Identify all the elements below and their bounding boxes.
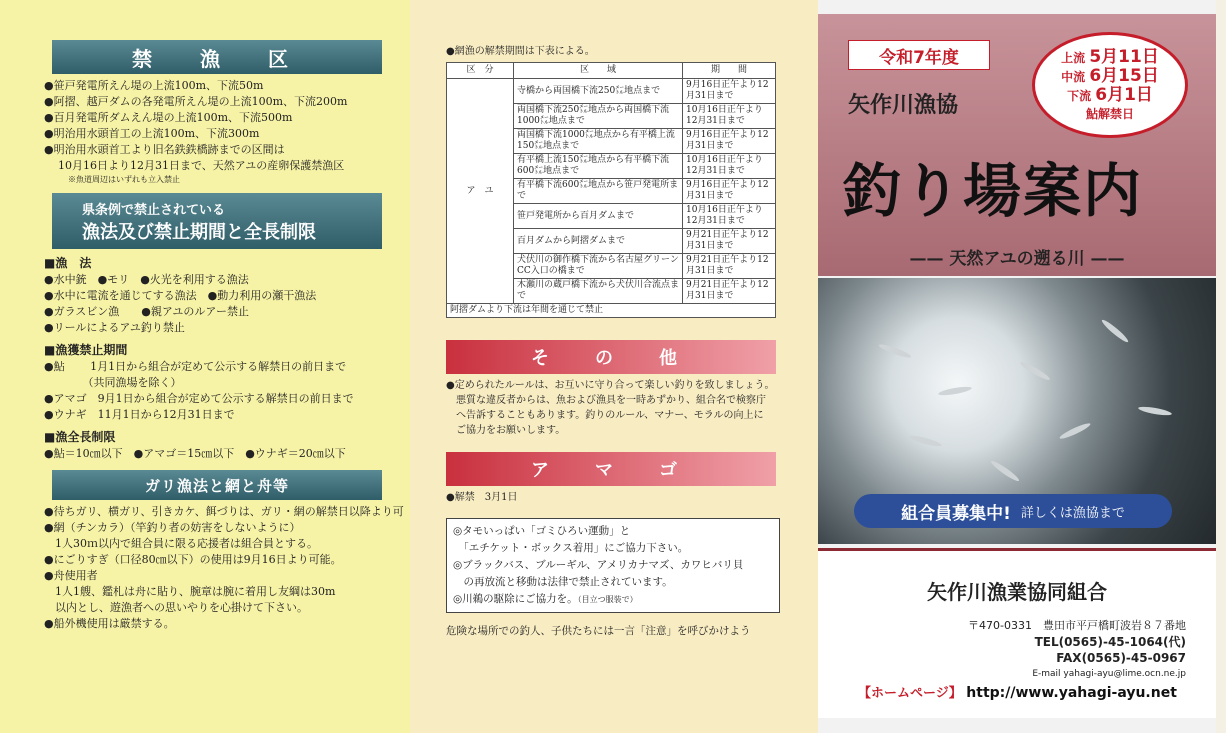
notice-line: ◎ブラックバス、ブルーギル、アメリカナマズ、カワヒバリ貝 xyxy=(453,559,744,571)
table-cell: 犬伏川の御作橋下流から名古屋グリーンCC入口の橋まで xyxy=(514,254,683,279)
sonota-header: そ の 他 xyxy=(446,340,776,374)
recruit-main: 組合員募集中! xyxy=(901,503,1011,524)
net-intro: ●網漁の解禁期間は下表による。 xyxy=(446,46,595,57)
kyokai-name: 矢作川漁協 xyxy=(848,93,959,118)
list-item: ●水中銃 ●モリ ●火光を利用する漁法 xyxy=(44,273,249,286)
list-item: ●アマゴ 9月1日から組合が定めて公示する解禁日の前日まで xyxy=(44,392,354,405)
release-line xyxy=(1061,67,1159,86)
fish-shape xyxy=(989,459,1020,483)
subtitle: —— 天然アユの遡る川 —— xyxy=(909,249,1125,269)
table-cell: 有平橋上流150㍍地点から有平橋下流600㍍地点まで xyxy=(514,154,683,179)
list-item: へ告訴することもあります。釣りのルール、マナー、モラルの向上に xyxy=(446,410,764,421)
table-cell: 百月ダムから阿摺ダムまで xyxy=(514,229,683,254)
fax: FAX(0565)-45-0967 xyxy=(1056,651,1186,665)
recruit-banner xyxy=(854,494,1172,528)
fish-shape xyxy=(1138,405,1173,417)
table-cell: 9月16日正午より12月31日まで xyxy=(683,179,776,204)
year-badge: 令和7年度 xyxy=(848,40,990,70)
table-cell: 10月16日正午より12月31日まで xyxy=(683,104,776,129)
release-date: 5月11日 xyxy=(1089,46,1159,67)
table-cell: 9月21日正午より12月31日まで xyxy=(683,254,776,279)
list-item: 以内とし、遊漁者への思いやりを心掛けて下さい。 xyxy=(44,601,308,614)
table-cell: 有平橋下流600㍍地点から笹戸発電所まで xyxy=(514,179,683,204)
list-item: ●定められたルールは、お互いに守り合って楽しい釣りを致しましょう。 xyxy=(446,380,775,391)
release-tail: 鮎解禁日 xyxy=(1085,106,1134,121)
list-item: ●待ちガリ、横ガリ、引きカケ、餌づりは、ガリ・網の解禁日以降より可 xyxy=(44,505,404,518)
table-cell: 両国橋下流250㍍地点から両国橋下流1000㍍地点まで xyxy=(514,104,683,129)
notice-box xyxy=(446,518,780,613)
table-cell: 両国橋下流1000㍍地点から有平橋上流150㍍地点まで xyxy=(514,129,683,154)
table-header-row xyxy=(447,63,776,79)
list-item: ●百月発電所ダムえん堤の上流100m、下流500m xyxy=(44,111,293,124)
list-item: ご協力をお願いします。 xyxy=(446,425,566,436)
address-block xyxy=(968,618,1186,682)
notice-line: の再放流と移動は法律で禁止されています。 xyxy=(453,576,673,588)
release-date: 6月15日 xyxy=(1089,65,1159,86)
list-item: ●ガラスビン漁 ●親アユのルアー禁止 xyxy=(44,305,249,318)
zencho-heading: ■漁全長制限 xyxy=(44,430,116,444)
table-header: 区 域 xyxy=(514,63,683,79)
cover-panel xyxy=(818,0,1216,733)
cover-header xyxy=(818,14,1216,276)
notice-line xyxy=(453,591,773,608)
gyoho-heading: ■漁 法 xyxy=(44,256,92,270)
release-line xyxy=(1061,48,1159,67)
email: E-mail yahagi-ayu@lime.ocn.ne.jp xyxy=(1032,669,1186,679)
list-item: 悪質な違反者からは、魚および漁具を一時あずかり、組合名で検察庁 xyxy=(446,395,766,406)
recruit-sub: 詳しくは漁協まで xyxy=(1020,505,1125,521)
fish-shape xyxy=(1100,318,1130,344)
tel: TEL(0565)-45-1064(代) xyxy=(1034,635,1186,649)
table-cell: 10月16日正午より12月31日まで xyxy=(683,154,776,179)
release-date: 6月1日 xyxy=(1095,84,1153,105)
list-item: ●笹戸発電所えん堤の上流100m、下流50m xyxy=(44,79,264,92)
main-title: 釣り場案内 xyxy=(843,157,1144,225)
middle-panel xyxy=(410,0,818,733)
list-item: ●水中に電流を通じてする漁法 ●動力利用の瀬干漁法 xyxy=(44,289,317,302)
table-header: 期 間 xyxy=(683,63,776,79)
org-name: 矢作川漁業協同組合 xyxy=(927,580,1107,604)
left-panel xyxy=(0,0,410,733)
list-item: ●網（チンカラ）（竿釣り者の妨害をしないように） xyxy=(44,521,301,534)
divider xyxy=(818,548,1216,551)
amago-header: ア マ ゴ xyxy=(446,452,776,486)
seigen-header-line2: 漁法及び禁止期間と全長制限 xyxy=(82,221,316,243)
table-cell: 寺橋から両国橋下流250㍍地点まで xyxy=(514,79,683,104)
table-footer: 阿摺ダムより下流は年間を通じて禁止 xyxy=(447,304,776,318)
note-text: ※魚道周辺はいずれも立入禁止 xyxy=(68,175,180,184)
fish-shape xyxy=(878,342,912,359)
list-item: ●リールによるアユ釣り禁止 xyxy=(44,321,185,334)
kinryoku-header: 禁 漁 区 xyxy=(52,40,382,74)
notice-line: 「エチケット・ボックス着用」にご協力下さい。 xyxy=(453,542,689,554)
bottom-caution: 危険な場所での釣人、子供たちには一言「注意」を呼びかけよう xyxy=(446,625,751,637)
release-table xyxy=(446,62,776,318)
homepage-line xyxy=(858,682,1177,701)
homepage-link[interactable]: http://www.yahagi-ayu.net xyxy=(966,685,1177,701)
release-label: 下流 xyxy=(1067,88,1092,103)
release-date-oval xyxy=(1032,32,1188,138)
table-cell: 9月16日正午より12月31日まで xyxy=(683,129,776,154)
table-row xyxy=(447,79,776,104)
release-label: 上流 xyxy=(1061,50,1086,65)
kikan-heading: ■漁獲禁止期間 xyxy=(44,343,128,357)
table-cell: 9月16日正午より12月31日まで xyxy=(683,79,776,104)
table-category: ア ユ xyxy=(447,79,514,304)
notice-line: ◎タモいっぱい「ゴミひろい運動」と xyxy=(453,525,631,537)
table-cell: 9月21日正午より12月31日まで xyxy=(683,279,776,304)
contact-info xyxy=(818,548,1216,718)
list-item: ●鮎 1月1日から組合が定めて公示する解禁日の前日まで xyxy=(44,360,347,373)
list-item: ●明治用水頭首工の上流100m、下流300m xyxy=(44,127,260,140)
list-item: 10月16日より12月31日まで、天然アユの産卵保護禁漁区 xyxy=(58,159,345,172)
amago-line: ●解禁 3月1日 xyxy=(446,492,518,503)
list-item: ●ウナギ 11月1日から12月31日まで xyxy=(44,408,235,421)
kinryoku-list xyxy=(44,78,392,185)
release-line xyxy=(1067,86,1153,105)
table-cell: 木瀬川の蔵戸橋下流から犬伏川合流点まで xyxy=(514,279,683,304)
fish-shape xyxy=(908,434,942,449)
seigen-header xyxy=(52,193,382,249)
seigen-header-line1: 県条例で禁止されている xyxy=(82,202,226,218)
list-item: ●鮎＝10㎝以下 ●アマゴ＝15㎝以下 ●ウナギ＝20㎝以下 xyxy=(44,447,346,460)
list-item: 1人1艘、鑑札は舟に貼り、腕章は腕に着用し友綱は30m xyxy=(44,585,336,598)
list-item: ●船外機使用は厳禁する。 xyxy=(44,617,175,630)
fish-shape xyxy=(1058,421,1091,441)
homepage-label: 【ホームページ】 xyxy=(858,686,962,701)
fish-shape xyxy=(1019,360,1051,382)
gari-header: ガリ漁法と網と舟等 xyxy=(52,470,382,500)
postal-address: 〒470-0331 豊田市平戸橋町波岩８７番地 xyxy=(968,619,1186,632)
table-cell: 笹戸発電所から百月ダムまで xyxy=(514,204,683,229)
fish-shape xyxy=(938,385,973,397)
list-item: ●にごりすぎ（口径80㎝以下）の使用は9月16日より可能。 xyxy=(44,553,342,566)
table-header: 区 分 xyxy=(447,63,514,79)
notice-small: （目立つ服装で） xyxy=(577,595,638,604)
list-item: ●明治用水頭首工より旧名鉄鉄橋跡までの区間は xyxy=(44,143,285,156)
list-item: ●阿摺、越戸ダムの各発電所えん堤の上流100m、下流200m xyxy=(44,95,348,108)
table-footer-row xyxy=(447,304,776,318)
list-item: （共同漁場を除く） xyxy=(44,376,182,389)
table-cell: 9月21日正午より12月31日まで xyxy=(683,229,776,254)
list-item: 1人30ｍ以内で組合員に限る応援者は組合員とする。 xyxy=(44,537,318,550)
table-cell: 10月16日正午より12月31日まで xyxy=(683,204,776,229)
list-item: ●舟使用者 xyxy=(44,569,98,582)
notice-text: ◎川鵜の駆除にご協力を。 xyxy=(453,593,578,605)
release-label: 中流 xyxy=(1061,69,1086,84)
